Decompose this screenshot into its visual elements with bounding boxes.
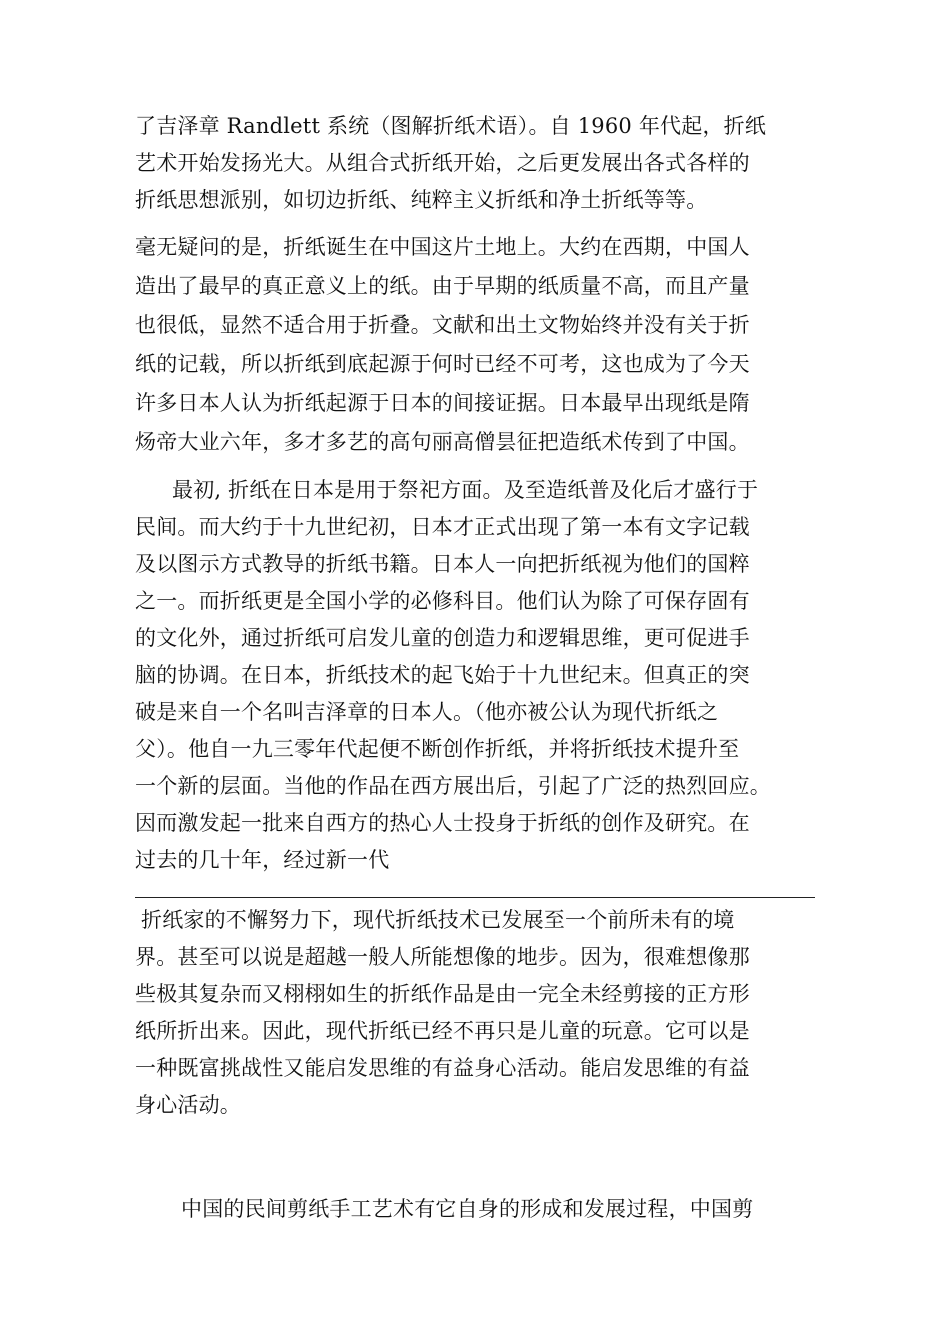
paragraph-3-line: 因而激发起一批来自西方的热心人士投身于折纸的创作及研究。在 — [135, 811, 750, 835]
paragraph-2-line: 也很低，显然不适合用于折叠。文献和出土文物始终并没有关于折 — [135, 313, 750, 337]
paragraph-1-line: 艺术开始发扬光大。从组合式折纸开始，之后更发展出各式各样的 — [135, 151, 750, 175]
paragraph-2-line: 毫无疑问的是，折纸诞生在中国这片土地上。大约在西期，中国人 — [135, 235, 750, 259]
paragraph-1-line: 了吉泽章 Randlett 系统（图解折纸术语）。自 1960 年代起，折纸 — [135, 114, 767, 138]
paragraph-1-line: 折纸思想派别，如切边折纸、纯粹主义折纸和净土折纸等等。 — [135, 188, 708, 212]
paragraph-4-line: 界。甚至可以说是超越一般人所能想像的地步。因为，很难想像那 — [135, 945, 750, 969]
paragraph-3-line: 的文化外，通过折纸可启发儿童的创造力和逻辑思维，更可促进手 — [135, 626, 750, 650]
paragraph-2-line: 纸的记载，所以折纸到底起源于何时已经不可考，这也成为了今天 — [135, 352, 750, 376]
paragraph-4-line: 身心活动。 — [135, 1093, 241, 1117]
paragraph-5-line: 中国的民间剪纸手工艺术有它自身的形成和发展过程，中国剪 — [181, 1197, 754, 1221]
paragraph-4-line: 纸所折出来。因此，现代折纸已经不再只是儿童的玩意。它可以是 — [135, 1019, 750, 1043]
paragraph-2-line: 许多日本人认为折纸起源于日本的间接证据。日本最早出现纸是隋 — [135, 391, 750, 415]
paragraph-3-line: 脑的协调。在日本，折纸技术的起飞始于十九世纪末。但真正的突 — [135, 663, 750, 687]
paragraph-3-line: 最初, 折纸在日本是用于祭祀方面。及至造纸普及化后才盛行于 — [172, 478, 759, 502]
paragraph-3-line: 一个新的层面。当他的作品在西方展出后，引起了广泛的热烈回应。 — [135, 774, 771, 798]
paragraph-3-line: 民间。而大约于十九世纪初，日本才正式出现了第一本有文字记载 — [135, 515, 750, 539]
paragraph-4-line: 一种既富挑战性又能启发思维的有益身心活动。能启发思维的有益 — [135, 1056, 750, 1080]
paragraph-3-line: 破是来自一个名叫吉泽章的日本人。（他亦被公认为现代折纸之 — [135, 700, 719, 724]
paragraph-2-line: 炀帝大业六年，多才多艺的高句丽高僧昙征把造纸术传到了中国。 — [135, 430, 750, 454]
paragraph-4-line: 些极其复杂而又栩栩如生的折纸作品是由一完全未经剪接的正方形 — [135, 982, 750, 1006]
section-divider — [135, 897, 815, 898]
paragraph-2-line: 造出了最早的真正意义上的纸。由于早期的纸质量不高，而且产量 — [135, 274, 750, 298]
paragraph-3-line: 过去的几十年，经过新一代 — [135, 848, 390, 872]
paragraph-3-line: 之一。而折纸更是全国小学的必修科目。他们认为除了可保存固有 — [135, 589, 750, 613]
paragraph-3-line: 父）。他自一九三零年代起便不断创作折纸，并将折纸技术提升至 — [135, 737, 740, 761]
paragraph-4-line: 折纸家的不懈努力下，现代折纸技术已发展至一个前所未有的境 — [141, 908, 735, 932]
paragraph-3-line: 及以图示方式教导的折纸书籍。日本人一向把折纸视为他们的国粹 — [135, 552, 750, 576]
